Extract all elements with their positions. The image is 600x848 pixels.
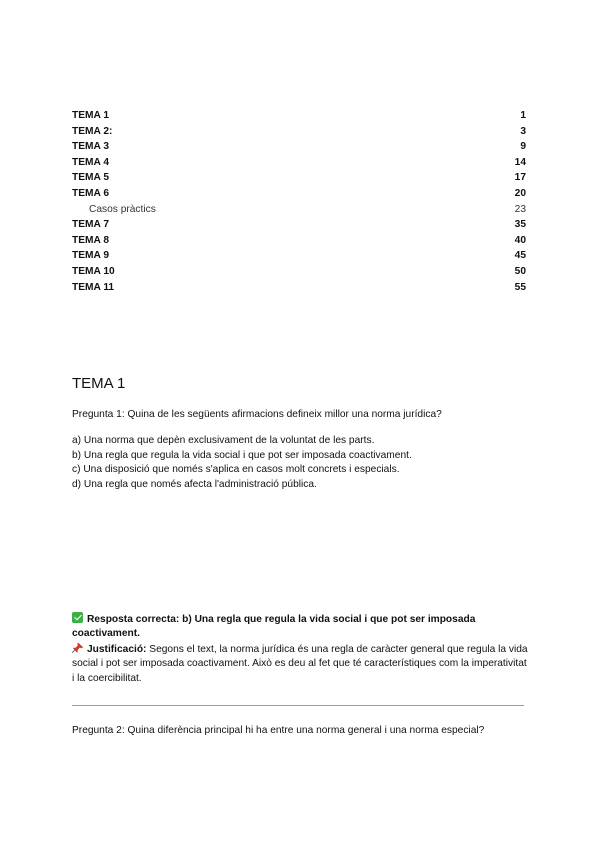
- option-c: c) Una disposició que només s'aplica en casos molt concrets i especials.: [72, 464, 400, 476]
- option-b: b) Una regla que regula la vida social i que pot ser imposada coactivament.: [72, 449, 412, 461]
- horizontal-divider: [72, 705, 524, 706]
- toc-subentry[interactable]: [72, 202, 526, 218]
- table-of-contents: [72, 108, 526, 295]
- toc-entry-page[interactable]: 3: [520, 125, 526, 137]
- toc-subentry-label[interactable]: Casos pràctics: [89, 203, 156, 215]
- toc-entry[interactable]: [72, 124, 526, 140]
- toc-entry-label[interactable]: TEMA 3: [72, 141, 109, 153]
- toc-entry[interactable]: [72, 170, 526, 186]
- toc-entry-label[interactable]: TEMA 6: [72, 187, 109, 199]
- toc-entry[interactable]: [72, 108, 526, 124]
- justification-text: Segons el text, la norma jurídica és una regla de caràcter general que regula la vida social i pot ser imposada coactivament. Això es deu al fet que té característiques com la imperativitat i la coercibilitat.: [72, 643, 528, 684]
- toc-entry[interactable]: [72, 264, 526, 280]
- toc-entry-label[interactable]: TEMA 1: [72, 110, 109, 121]
- toc-entry[interactable]: [72, 217, 526, 233]
- question-1-text: Pregunta 1: Quina de les següents afirmacions defineix millor una norma jurídica?: [72, 409, 442, 420]
- toc-entry-label[interactable]: TEMA 2:: [72, 125, 113, 137]
- toc-entry-label[interactable]: TEMA 5: [72, 172, 109, 184]
- toc-entry-label[interactable]: TEMA 9: [72, 250, 109, 262]
- toc-entry-label[interactable]: TEMA 8: [72, 234, 109, 246]
- answer-block: [72, 612, 530, 686]
- toc-entry-page[interactable]: 40: [514, 234, 526, 246]
- toc-entry-page[interactable]: 50: [514, 265, 526, 277]
- section-heading: TEMA 1: [72, 375, 126, 392]
- toc-entry-page[interactable]: 1: [520, 110, 526, 121]
- toc-entry-page[interactable]: 14: [514, 156, 526, 168]
- check-mark-icon: [72, 612, 83, 623]
- toc-entry[interactable]: [72, 248, 526, 264]
- toc-entry[interactable]: [72, 186, 526, 202]
- toc-entry-page[interactable]: 20: [514, 187, 526, 199]
- toc-entry-page[interactable]: 55: [514, 281, 526, 293]
- option-d: d) Una regla que només afecta l'administració pública.: [72, 478, 317, 490]
- option-a: a) Una norma que depèn exclusivament de la voluntat de les parts.: [72, 435, 375, 446]
- justification-label: Justificació:: [87, 643, 147, 655]
- toc-entry-label[interactable]: TEMA 4: [72, 156, 109, 168]
- toc-entry-label[interactable]: TEMA 7: [72, 219, 109, 231]
- toc-entry-label[interactable]: TEMA 10: [72, 265, 115, 277]
- question-2-text: Pregunta 2: Quina diferència principal hi ha entre una norma general i una norma especial?: [72, 725, 485, 736]
- toc-entry-page[interactable]: 45: [514, 250, 526, 262]
- toc-entry[interactable]: [72, 280, 526, 296]
- toc-entry-page[interactable]: 35: [514, 219, 526, 231]
- question-1-options: [72, 434, 528, 492]
- toc-entry-page[interactable]: 17: [514, 172, 526, 184]
- correct-answer: [72, 612, 530, 642]
- correct-answer-text: Resposta correcta: b) Una regla que regula la vida social i que pot ser imposada coactivament.: [72, 614, 476, 640]
- pushpin-icon: [72, 642, 84, 653]
- toc-entry-page[interactable]: 9: [520, 141, 526, 153]
- justification: [72, 642, 530, 686]
- toc-subentry-page[interactable]: 23: [514, 203, 526, 215]
- toc-entry[interactable]: [72, 139, 526, 155]
- toc-entry[interactable]: [72, 155, 526, 171]
- toc-entry[interactable]: [72, 233, 526, 249]
- toc-entry-label[interactable]: TEMA 11: [72, 281, 115, 293]
